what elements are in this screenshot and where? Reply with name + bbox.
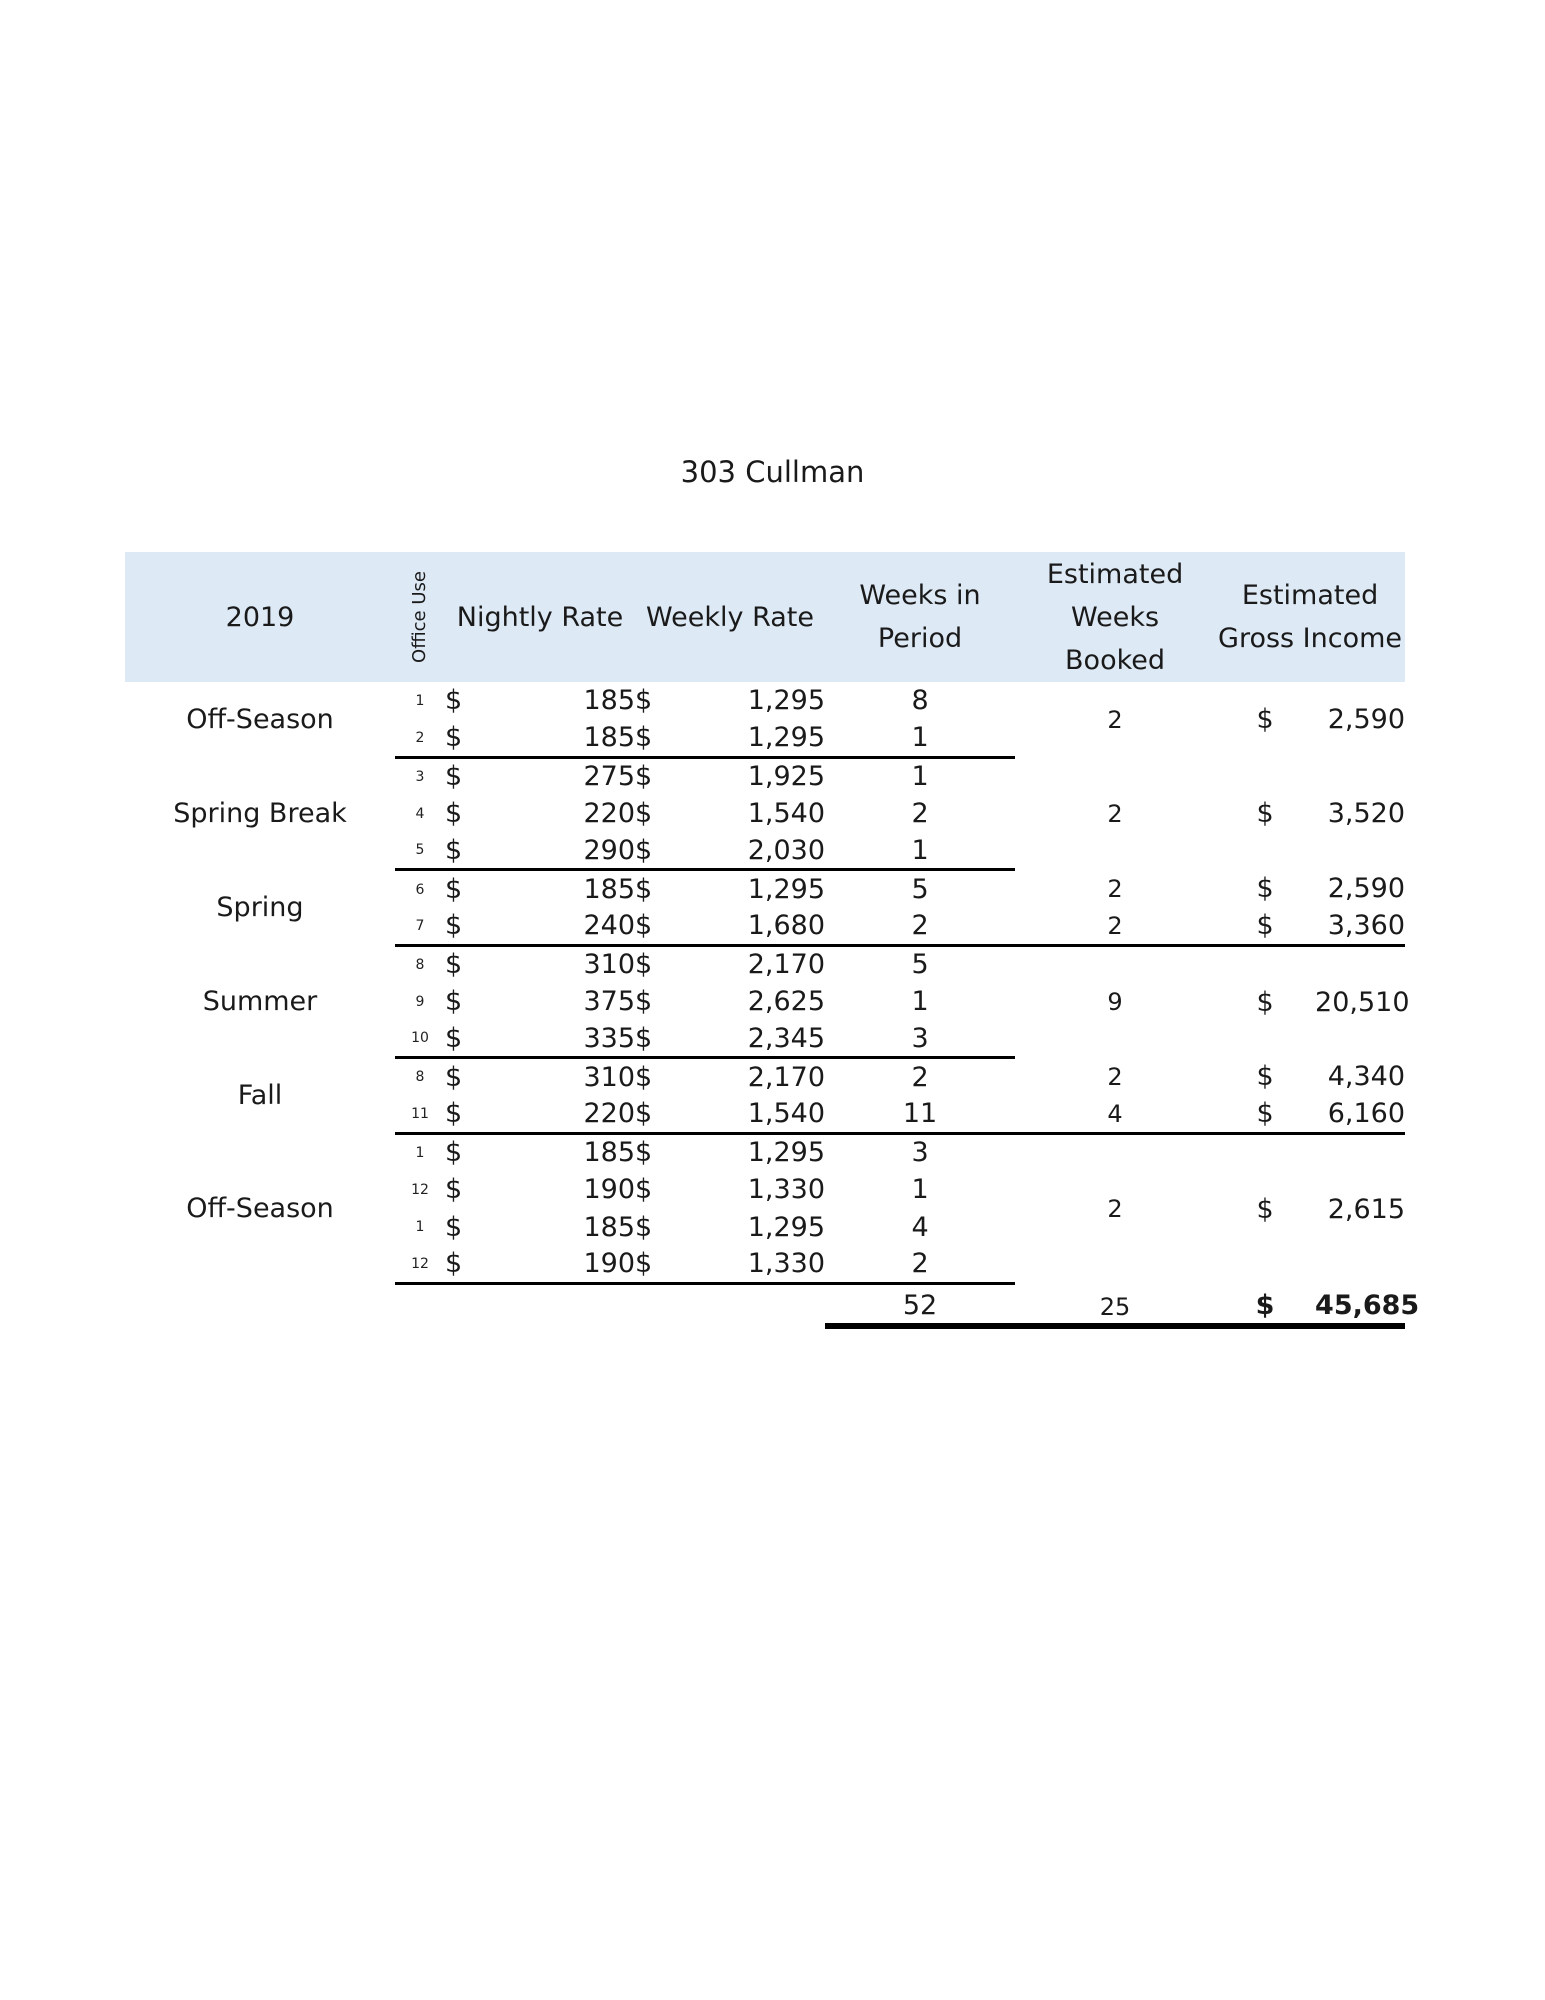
office-number: 8 bbox=[415, 956, 425, 973]
gross-income: 4,340 bbox=[1327, 1061, 1406, 1093]
weeks-booked: 2 bbox=[1015, 908, 1215, 946]
total-weeks: 52 bbox=[825, 1284, 1015, 1326]
weeks-booked: 9 bbox=[1107, 988, 1123, 1017]
office-number: 6 bbox=[415, 881, 425, 898]
header-row bbox=[125, 552, 1405, 682]
currency-symbol: $ bbox=[445, 949, 463, 981]
weeks-in-period: 5 bbox=[911, 874, 929, 906]
weeks-in-period: 3 bbox=[825, 1020, 1015, 1058]
weekly-rate: 1,295 bbox=[747, 685, 826, 717]
currency-symbol: $ bbox=[445, 720, 477, 758]
nightly-rate: 185 bbox=[583, 685, 636, 717]
weeks-in-period: 11 bbox=[825, 1096, 1015, 1134]
currency-symbol: $ bbox=[445, 908, 477, 946]
nightly-rate: 290 bbox=[477, 832, 635, 870]
weeks-in-period: 1 bbox=[825, 720, 1015, 758]
office-number: 8 bbox=[415, 1069, 425, 1086]
weeks-booked: 2 bbox=[1107, 705, 1123, 734]
season-label: Fall bbox=[237, 1080, 283, 1112]
nightly-rate: 220 bbox=[477, 1096, 635, 1134]
weeks-in-period-header: Weeks in Period bbox=[825, 552, 1015, 682]
currency-symbol: $ bbox=[635, 1174, 653, 1206]
office-number: 12 bbox=[395, 1246, 445, 1284]
currency-symbol: $ bbox=[445, 1137, 463, 1169]
weekly-rate: 1,540 bbox=[675, 1096, 825, 1134]
weekly-rate: 1,295 bbox=[675, 720, 825, 758]
weeks-in-period: 2 bbox=[911, 1061, 929, 1093]
season-label: Spring bbox=[216, 892, 304, 924]
office-number: 1 bbox=[415, 1144, 425, 1161]
weekly-rate: 1,680 bbox=[675, 908, 825, 946]
page-title: 303 Cullman bbox=[680, 455, 865, 489]
currency-symbol: $ bbox=[1215, 1284, 1315, 1326]
currency-symbol: $ bbox=[635, 1020, 675, 1058]
season-label: Summer bbox=[202, 986, 318, 1018]
table-row bbox=[125, 1133, 1405, 1171]
currency-symbol: $ bbox=[635, 949, 653, 981]
weekly-rate: 2,030 bbox=[675, 832, 825, 870]
nightly-rate: 310 bbox=[583, 1061, 636, 1093]
office-number: 5 bbox=[395, 832, 445, 870]
currency-symbol: $ bbox=[635, 986, 653, 1018]
weeks-in-period: 3 bbox=[911, 1137, 929, 1169]
nightly-rate: 190 bbox=[477, 1246, 635, 1284]
currency-symbol: $ bbox=[635, 1096, 675, 1134]
office-use-header bbox=[395, 552, 445, 682]
currency-symbol: $ bbox=[1256, 1061, 1274, 1093]
weeks-in-period: 1 bbox=[911, 1174, 929, 1206]
gross-income: 2,590 bbox=[1327, 704, 1406, 736]
currency-symbol: $ bbox=[445, 685, 463, 717]
weeks-in-period: 1 bbox=[825, 832, 1015, 870]
currency-symbol: $ bbox=[445, 986, 463, 1018]
nightly-rate: 375 bbox=[583, 986, 636, 1018]
gross-income: 3,520 bbox=[1327, 798, 1406, 830]
season-label: Off-Season bbox=[186, 704, 334, 736]
total-weeks-booked: 25 bbox=[1015, 1284, 1215, 1326]
currency-symbol: $ bbox=[1256, 798, 1274, 830]
estimated-weeks-booked-header: Estimated Weeks Booked bbox=[1015, 552, 1215, 682]
weeks-in-period: 1 bbox=[911, 761, 929, 793]
year-header: 2019 bbox=[125, 552, 395, 682]
weekly-rate: 1,330 bbox=[675, 1246, 825, 1284]
weeks-in-period: 1 bbox=[911, 986, 929, 1018]
currency-symbol: $ bbox=[635, 1137, 653, 1169]
currency-symbol: $ bbox=[635, 798, 653, 830]
rate-table bbox=[125, 552, 1420, 1329]
totals-row bbox=[125, 1284, 1405, 1326]
nightly-rate-header: Nightly Rate bbox=[445, 552, 635, 682]
currency-symbol: $ bbox=[445, 798, 463, 830]
nightly-rate: 240 bbox=[477, 908, 635, 946]
weekly-rate: 2,170 bbox=[747, 949, 826, 981]
gross-income: 2,615 bbox=[1327, 1193, 1406, 1225]
currency-symbol: $ bbox=[635, 908, 675, 946]
nightly-rate: 275 bbox=[583, 761, 636, 793]
nightly-rate: 310 bbox=[583, 949, 636, 981]
gross-income: 2,590 bbox=[1327, 873, 1406, 905]
total-gross-income: 45,685 bbox=[1315, 1284, 1405, 1326]
currency-symbol: $ bbox=[445, 1246, 477, 1284]
office-use-label: Office Use bbox=[409, 571, 430, 663]
currency-symbol: $ bbox=[445, 874, 463, 906]
currency-symbol: $ bbox=[445, 1211, 463, 1243]
gross-income: 3,360 bbox=[1315, 908, 1405, 946]
office-number: 3 bbox=[415, 768, 425, 785]
office-number: 1 bbox=[415, 1219, 425, 1236]
weeks-booked: 2 bbox=[1107, 799, 1123, 828]
currency-symbol: $ bbox=[635, 1246, 675, 1284]
weekly-rate-header: Weekly Rate bbox=[635, 552, 825, 682]
currency-symbol: $ bbox=[445, 1020, 477, 1058]
office-number: 11 bbox=[395, 1096, 445, 1134]
office-number: 10 bbox=[395, 1020, 445, 1058]
weeks-booked: 4 bbox=[1015, 1096, 1215, 1134]
gross-income: 6,160 bbox=[1315, 1096, 1405, 1134]
nightly-rate: 185 bbox=[583, 1211, 636, 1243]
currency-symbol: $ bbox=[445, 1174, 463, 1206]
weekly-rate: 1,295 bbox=[747, 1211, 826, 1243]
table-row bbox=[125, 1058, 1405, 1096]
office-number: 7 bbox=[395, 908, 445, 946]
currency-symbol: $ bbox=[445, 832, 477, 870]
currency-symbol: $ bbox=[1215, 1096, 1315, 1134]
office-number: 4 bbox=[415, 805, 425, 822]
nightly-rate: 335 bbox=[477, 1020, 635, 1058]
office-number: 1 bbox=[415, 692, 425, 709]
weeks-booked: 2 bbox=[1107, 1062, 1123, 1091]
currency-symbol: $ bbox=[445, 1061, 463, 1093]
weeks-in-period: 2 bbox=[825, 908, 1015, 946]
currency-symbol: $ bbox=[635, 720, 675, 758]
currency-symbol: $ bbox=[445, 761, 463, 793]
currency-symbol: $ bbox=[445, 1096, 477, 1134]
weekly-rate: 2,170 bbox=[747, 1061, 826, 1093]
weekly-rate: 2,345 bbox=[675, 1020, 825, 1058]
gross-income: 20,510 bbox=[1315, 986, 1410, 1018]
estimated-gross-income-header: Estimated Gross Income bbox=[1215, 552, 1405, 682]
weeks-in-period: 2 bbox=[825, 1246, 1015, 1284]
nightly-rate: 185 bbox=[477, 720, 635, 758]
season-label: Spring Break bbox=[173, 798, 347, 830]
nightly-rate: 185 bbox=[583, 874, 636, 906]
weeks-in-period: 4 bbox=[911, 1211, 929, 1243]
currency-symbol: $ bbox=[635, 874, 653, 906]
weeks-booked: 2 bbox=[1107, 874, 1123, 903]
weekly-rate: 1,925 bbox=[747, 761, 826, 793]
weekly-rate: 1,295 bbox=[747, 1137, 826, 1169]
currency-symbol: $ bbox=[1256, 1193, 1274, 1225]
weeks-in-period: 2 bbox=[911, 798, 929, 830]
weekly-rate: 1,295 bbox=[747, 874, 826, 906]
currency-symbol: $ bbox=[635, 1061, 653, 1093]
weeks-in-period: 8 bbox=[911, 685, 929, 717]
currency-symbol: $ bbox=[1256, 986, 1274, 1018]
weekly-rate: 1,540 bbox=[747, 798, 826, 830]
currency-symbol: $ bbox=[1256, 873, 1274, 905]
nightly-rate: 185 bbox=[583, 1137, 636, 1169]
office-number: 2 bbox=[395, 720, 445, 758]
weekly-rate: 1,330 bbox=[747, 1174, 826, 1206]
weeks-booked: 2 bbox=[1107, 1195, 1123, 1224]
currency-symbol: $ bbox=[635, 1211, 653, 1243]
season-label: Off-Season bbox=[186, 1192, 334, 1224]
office-number: 9 bbox=[415, 993, 425, 1010]
weeks-in-period: 5 bbox=[911, 949, 929, 981]
currency-symbol: $ bbox=[1256, 704, 1274, 736]
nightly-rate: 190 bbox=[583, 1174, 636, 1206]
table-row bbox=[125, 757, 1405, 795]
weekly-rate: 2,625 bbox=[747, 986, 826, 1018]
table-row bbox=[125, 945, 1405, 983]
currency-symbol: $ bbox=[635, 761, 653, 793]
currency-symbol: $ bbox=[1215, 908, 1315, 946]
table-row bbox=[125, 682, 1405, 720]
nightly-rate: 220 bbox=[583, 798, 636, 830]
office-number: 12 bbox=[411, 1181, 429, 1198]
currency-symbol: $ bbox=[635, 685, 653, 717]
table-row bbox=[125, 870, 1405, 908]
currency-symbol: $ bbox=[635, 832, 675, 870]
